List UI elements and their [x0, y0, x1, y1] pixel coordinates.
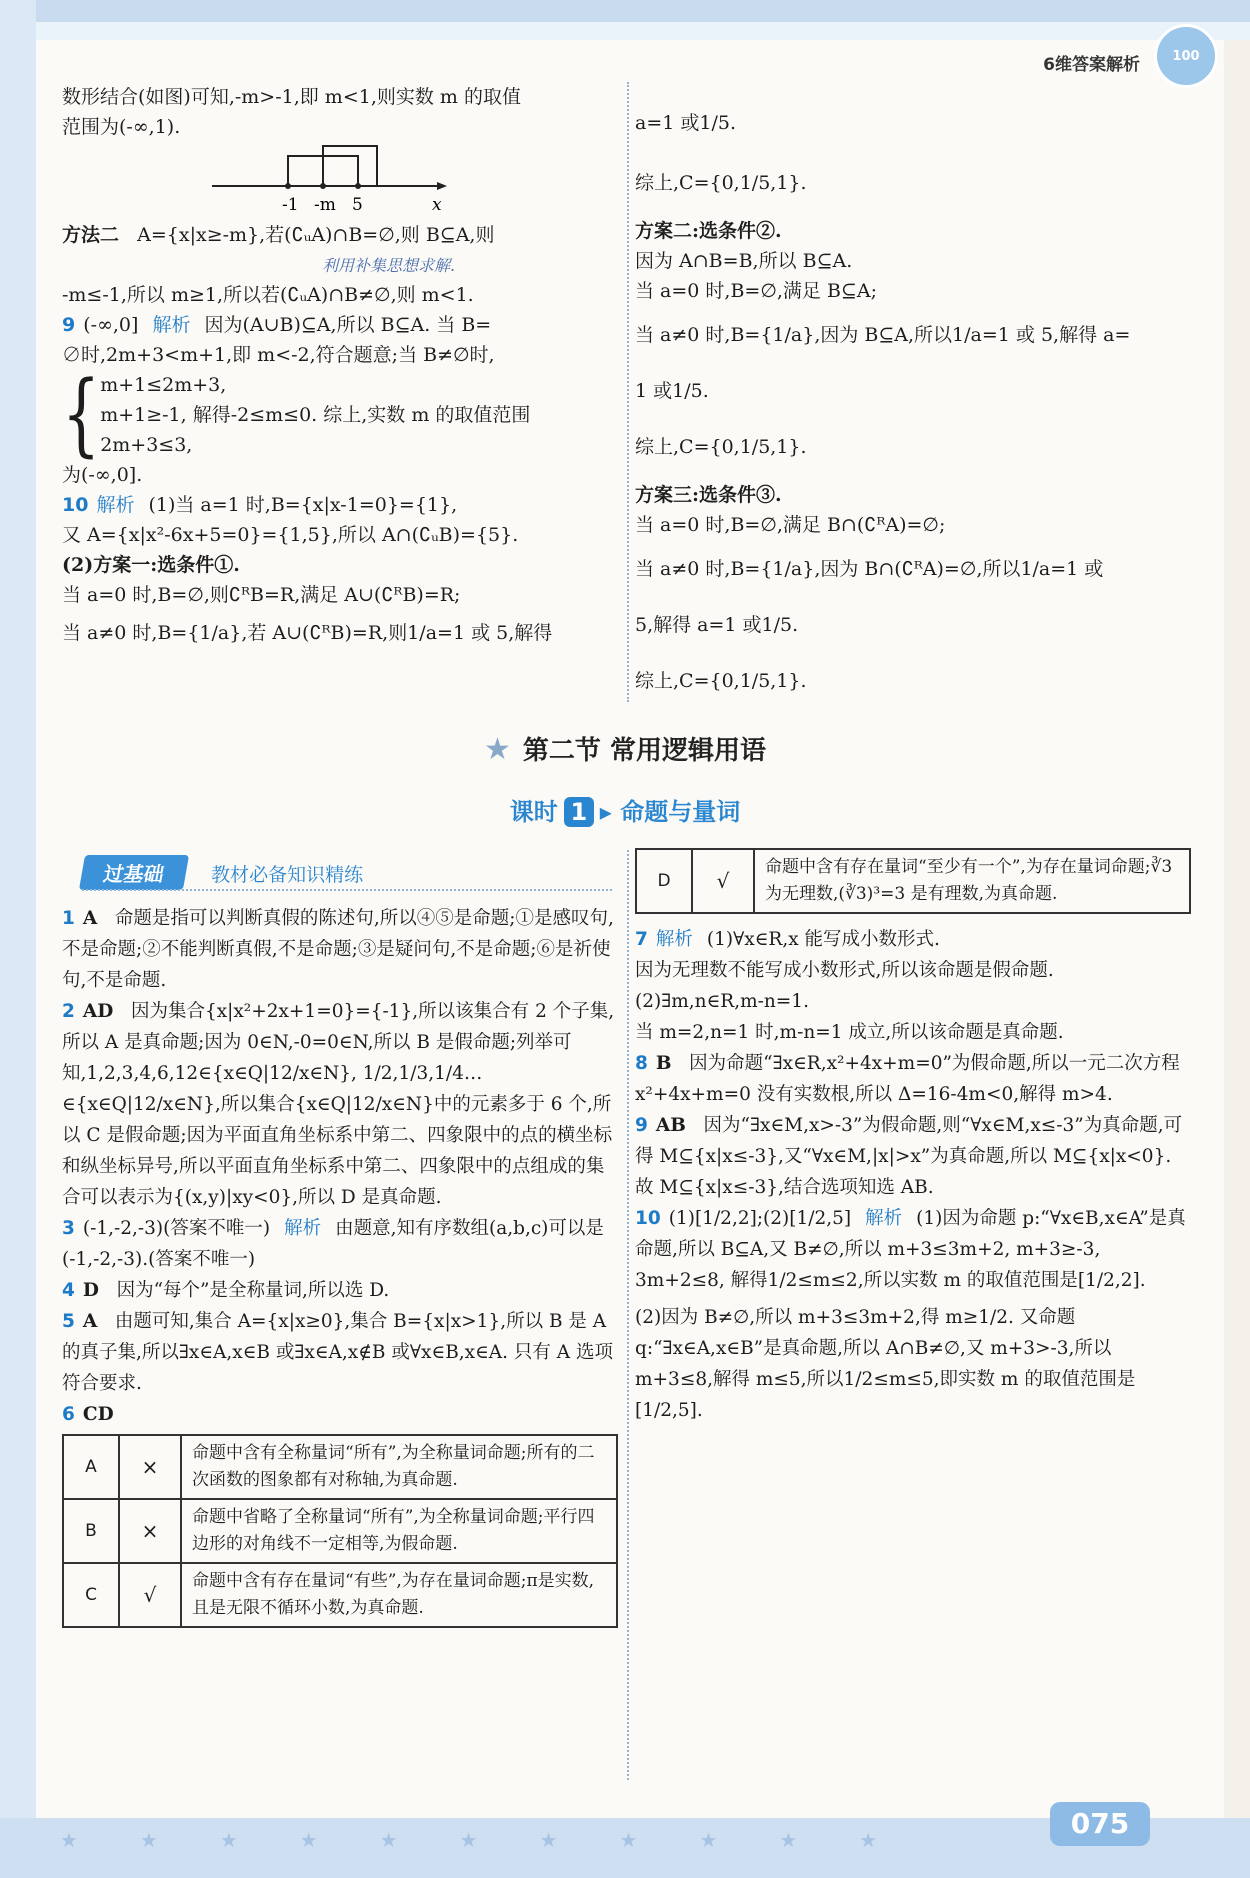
item-text: 由题意,知有序数组(a,b,c)可以是(-1,-2,-3).(答案不唯一) [62, 1218, 604, 1270]
banner-divider [82, 889, 612, 891]
q9-line: 2m+3≤3, [100, 434, 193, 456]
section-title [0, 730, 1250, 767]
header-tag: 6维答案解析 [1043, 55, 1140, 75]
banner-subtitle: 教材必备知识精练 [211, 864, 364, 886]
text-line: 当 a≠0 时,B={1/a},因为 B⊆A,所以1/a=1 或 5,解得 a= [635, 324, 1131, 346]
answer-item [62, 996, 618, 1213]
item-text: 因为集合{x|x²+2x+1=0}={-1},所以该集合有 2 个子集,所以 A 是真命题;因为 0∈N,-0=0∈N,所以 B 是假命题;列举可知,1,2,3,4,6,12∈{x∈Q|12/x∈N}, 1/2,1/3,1/4…∈{x∈Q|12/x∈N},所以集合{x∈Q|12/x∈N}中的元素多于 6 个,所以 C 是假命题;因为平面直角坐标系中第二、四象限中的点的横坐标和纵坐标异号,所以平面直角坐标系中第二、四象限中的点组成的集合可以表示为{(x,y)|xy<0},所以 D 是真命题. [62, 1001, 615, 1208]
item-text: (1)因为命题 p:“∀x∈B,x∈A”是真命题,所以 B⊆A,又 B≠∅,所以 m+3≤3m+2, m+3≥-3, 3m+2≤8, 解得1/2≤m≤2,所以实数 m 的取值范围是[1/2,2]. [635, 1208, 1186, 1291]
item-label: 解析 [284, 1218, 322, 1239]
label-x: x [432, 195, 442, 215]
q9-line: m+1≤2m+3, [100, 374, 227, 396]
text-line: 当 a=0 时,B=∅,满足 B∩(∁ᴿA)=∅; [635, 514, 946, 536]
table-cell-text: 命题中含有存在量词“至少有一个”,为存在量词命题;∛3为无理数,(∛3)³=3 是有理数,为真命题. [754, 849, 1190, 913]
item-answer: A [82, 1311, 98, 1332]
q9-label: 解析 [152, 314, 191, 336]
item-answer: (-1,-2,-3)(答案不唯一) [82, 1218, 271, 1239]
section-title-text: 第二节 常用逻辑用语 [522, 736, 766, 766]
basic-banner [82, 855, 612, 891]
number-line-arrow [437, 182, 447, 190]
method2-label: 方法二 [62, 224, 120, 246]
q10-line: 又 A={x|x²-6x+5=0}={1,5},所以 A∩(∁ᵤB)={5}. [62, 524, 519, 546]
q6-table-d [635, 848, 1191, 914]
q10-line: 当 a≠0 时,B={1/a},若 A∪(∁ᴿB)=R,则1/a=1 或 5,解得 [62, 622, 553, 644]
table-cell-opt: B [63, 1499, 119, 1563]
method2-line2: -m≤-1,所以 m≥1,所以若(∁ᵤA)∩B≠∅,则 m<1. [62, 284, 474, 306]
text-line: 5,解得 a=1 或1/5. [635, 614, 799, 636]
answer-item [635, 924, 1195, 955]
top-frame [0, 0, 1250, 22]
star-decoration-icon: ★★★★★★★★★★★ [60, 1828, 940, 1852]
column-divider-top [627, 82, 629, 702]
item-text: 因为命题“∃x∈R,x²+4x+m=0”为假命题,所以一元二次方程 x²+4x+m=0 没有实数根,所以 Δ=16-4m<0,解得 m>4. [635, 1053, 1180, 1105]
point-neg1 [285, 183, 291, 189]
answer-item [62, 1306, 618, 1399]
text-line: a=1 或1/5. [635, 112, 736, 134]
item-number: 5 [62, 1311, 75, 1332]
lesson-title-text: 命题与量词 [620, 798, 741, 826]
q6-table [62, 1434, 618, 1628]
item-number: 7 [635, 929, 648, 950]
column-divider-bottom [627, 850, 629, 1780]
item-answer: CD [82, 1404, 114, 1425]
answer-line: 因为无理数不能写成小数形式,所以该命题是假命题. [635, 960, 1054, 981]
item-number: 4 [62, 1280, 75, 1301]
text-line: 综上,C={0,1/5,1}. [635, 436, 807, 458]
item-text: 命题是指可以判断真假的陈述句,所以④⑤是命题;①是感叹句,不是命题;②不能判断真假,不是命题;③是疑问句,不是命题;⑥是祈使句,不是命题. [62, 908, 614, 991]
item-number: 3 [62, 1218, 75, 1239]
text-line: 当 a≠0 时,B={1/a},因为 B∩(∁ᴿA)=∅,所以1/a=1 或 [635, 558, 1104, 580]
q9-line: m+1≥-1, 解得-2≤m≤0. 综上,实数 m 的取值范围 [100, 404, 531, 426]
item-answer: AD [82, 1001, 114, 1022]
text-line: 方案二:选条件②. [635, 220, 782, 242]
label-negm: -m [314, 195, 336, 215]
answer-item [62, 1275, 618, 1306]
table-cell-text: 命题中含有全称量词“所有”,为全称量词命题;所有的二次函数的图象都有对称轴,为真命题. [181, 1435, 617, 1499]
right-top-column [635, 108, 1195, 696]
label-5: 5 [352, 195, 363, 215]
item-answer: A [82, 908, 98, 929]
q10-label: 解析 [96, 494, 135, 516]
star-icon: ★ [484, 732, 511, 767]
text-line: 当 a=0 时,B=∅,满足 B⊆A; [635, 280, 877, 302]
q9-line: 为(-∞,0]. [62, 464, 143, 486]
table-cell-mark: × [119, 1435, 181, 1499]
answer-item [62, 903, 618, 996]
item-text: (1)∀x∈R,x 能写成小数形式. [706, 929, 940, 950]
lesson-number-badge: 1 [564, 797, 594, 827]
text-line: 1 或1/5. [635, 380, 709, 402]
answer-item [62, 1213, 618, 1275]
item-label: 解析 [865, 1208, 903, 1229]
text-line: 综上,C={0,1/5,1}. [635, 670, 807, 692]
number-line-figure [202, 142, 502, 220]
table-cell-text: 命题中省略了全称量词“所有”,为全称量词命题;平行四边形的对角线不一定相等,为假命题. [181, 1499, 617, 1563]
text-line: 综上,C={0,1/5,1}. [635, 172, 807, 194]
text-line: 范围为(-∞,1). [62, 116, 181, 138]
item-number: 9 [635, 1115, 648, 1136]
answer-line: 当 m=2,n=1 时,m-n=1 成立,所以该命题是真命题. [635, 1022, 1064, 1043]
method2-line [62, 220, 622, 250]
item-label: 解析 [655, 929, 693, 950]
table-row [636, 849, 1190, 913]
interval-box-right [323, 146, 377, 186]
right-bottom-column [635, 848, 1195, 1426]
page-number: 075 [1050, 1802, 1150, 1846]
item-text: 由题可知,集合 A={x|x≥0},集合 B={x|x>1},所以 B 是 A 的真子集,所以∃x∈A,x∈B 或∃x∈A,x∉B 或∀x∈B,x∈A. 只有 A 选项符合要求. [62, 1311, 614, 1394]
q10-line: (1)当 a=1 时,B={x|x-1=0}={1}, [148, 494, 458, 516]
item-answer: B [655, 1053, 672, 1074]
top-frame-inner [0, 22, 1250, 40]
table-cell-opt: A [63, 1435, 119, 1499]
q9-system [62, 362, 622, 468]
lesson-title [0, 792, 1250, 827]
item-number: 1 [62, 908, 75, 929]
answer-item [62, 1399, 618, 1430]
q10-line: (2)方案一:选条件①. [62, 554, 240, 576]
item-text: 因为“每个”是全称量词,所以选 D. [116, 1280, 390, 1301]
table-cell-opt: C [63, 1563, 119, 1627]
q10-line: 当 a=0 时,B=∅,则∁ᴿB=R,满足 A∪(∁ᴿB)=R; [62, 584, 461, 606]
q9-line: 因为(A∪B)⊆A,所以 B⊆A. 当 B= [204, 314, 492, 336]
banner-pill: 过基础 [79, 855, 189, 890]
method2-text: A={x|x≥-m},若(∁ᵤA)∩B=∅,则 B⊆A,则 [137, 224, 495, 246]
item-answer: D [82, 1280, 99, 1301]
lesson-prefix: 课时 [509, 798, 558, 826]
q10-header [62, 490, 622, 520]
table-row [63, 1435, 617, 1499]
mascot-icon: 100 [1154, 24, 1218, 88]
answer-item [635, 1203, 1195, 1296]
text-line: 数形结合(如图)可知,-m>-1,即 m<1,则实数 m 的取值 [62, 86, 521, 108]
q9-line: ∅时,2m+3<m+1,即 m<-2,符合题意;当 B≠∅时, [62, 344, 495, 366]
table-cell-text: 命题中含有存在量词“有些”,为存在量词命题;π是实数,且是无限不循环小数,为真命题. [181, 1563, 617, 1627]
q9-header [62, 310, 622, 340]
item-text: 因为“∃x∈M,x>-3”为假命题,则“∀x∈M,x≤-3”为真命题,可得 M⊆{x|x≤-3},又“∀x∈M,|x|>x”为真命题,所以 M⊆{x|x<0}. 故 M⊆{x|x≤-3},结合选项知选 AB. [635, 1115, 1183, 1198]
left-top-column [62, 82, 622, 648]
table-cell-mark: √ [119, 1563, 181, 1627]
answer-item [635, 1048, 1195, 1110]
point-5 [355, 183, 361, 189]
item-number: 2 [62, 1001, 75, 1022]
item-answer: (1)[1/2,2];(2)[1/2,5] [668, 1208, 852, 1229]
point-negm [320, 183, 326, 189]
label-neg1: -1 [282, 195, 299, 215]
q10-number: 10 [62, 494, 89, 516]
text-line: 因为 A∩B=B,所以 B⊆A. [635, 250, 853, 272]
answer-line: (2)∃m,n∈R,m-n=1. [635, 991, 809, 1012]
item-number: 6 [62, 1404, 75, 1425]
text-line: 方案三:选条件③. [635, 484, 782, 506]
left-frame [0, 0, 36, 1878]
brace-icon: { [62, 362, 101, 468]
handwritten-note: 利用补集思想求解. [322, 256, 456, 275]
item-number: 10 [635, 1208, 661, 1229]
q9-answer: (-∞,0] [83, 314, 139, 336]
item-number: 8 [635, 1053, 648, 1074]
table-row [63, 1499, 617, 1563]
left-bottom-column [62, 903, 618, 1628]
item-answer: AB [655, 1115, 686, 1136]
answer-item [635, 1110, 1195, 1203]
table-row [63, 1563, 617, 1627]
answer-line: (2)因为 B≠∅,所以 m+3≤3m+2,得 m≥1/2. 又命题 q:“∃x∈A,x∈B”是真命题,所以 A∩B≠∅,又 m+3>-3,所以 m+3≤8,解得 m≤5,所以1/2≤m≤5,即实数 m 的取值范围是[1/2,5]. [635, 1307, 1136, 1421]
q9-number: 9 [62, 314, 76, 336]
chevron-right-icon: ▸ [599, 798, 621, 826]
table-cell-opt: D [636, 849, 692, 913]
table-cell-mark: √ [692, 849, 754, 913]
table-cell-mark: × [119, 1499, 181, 1563]
